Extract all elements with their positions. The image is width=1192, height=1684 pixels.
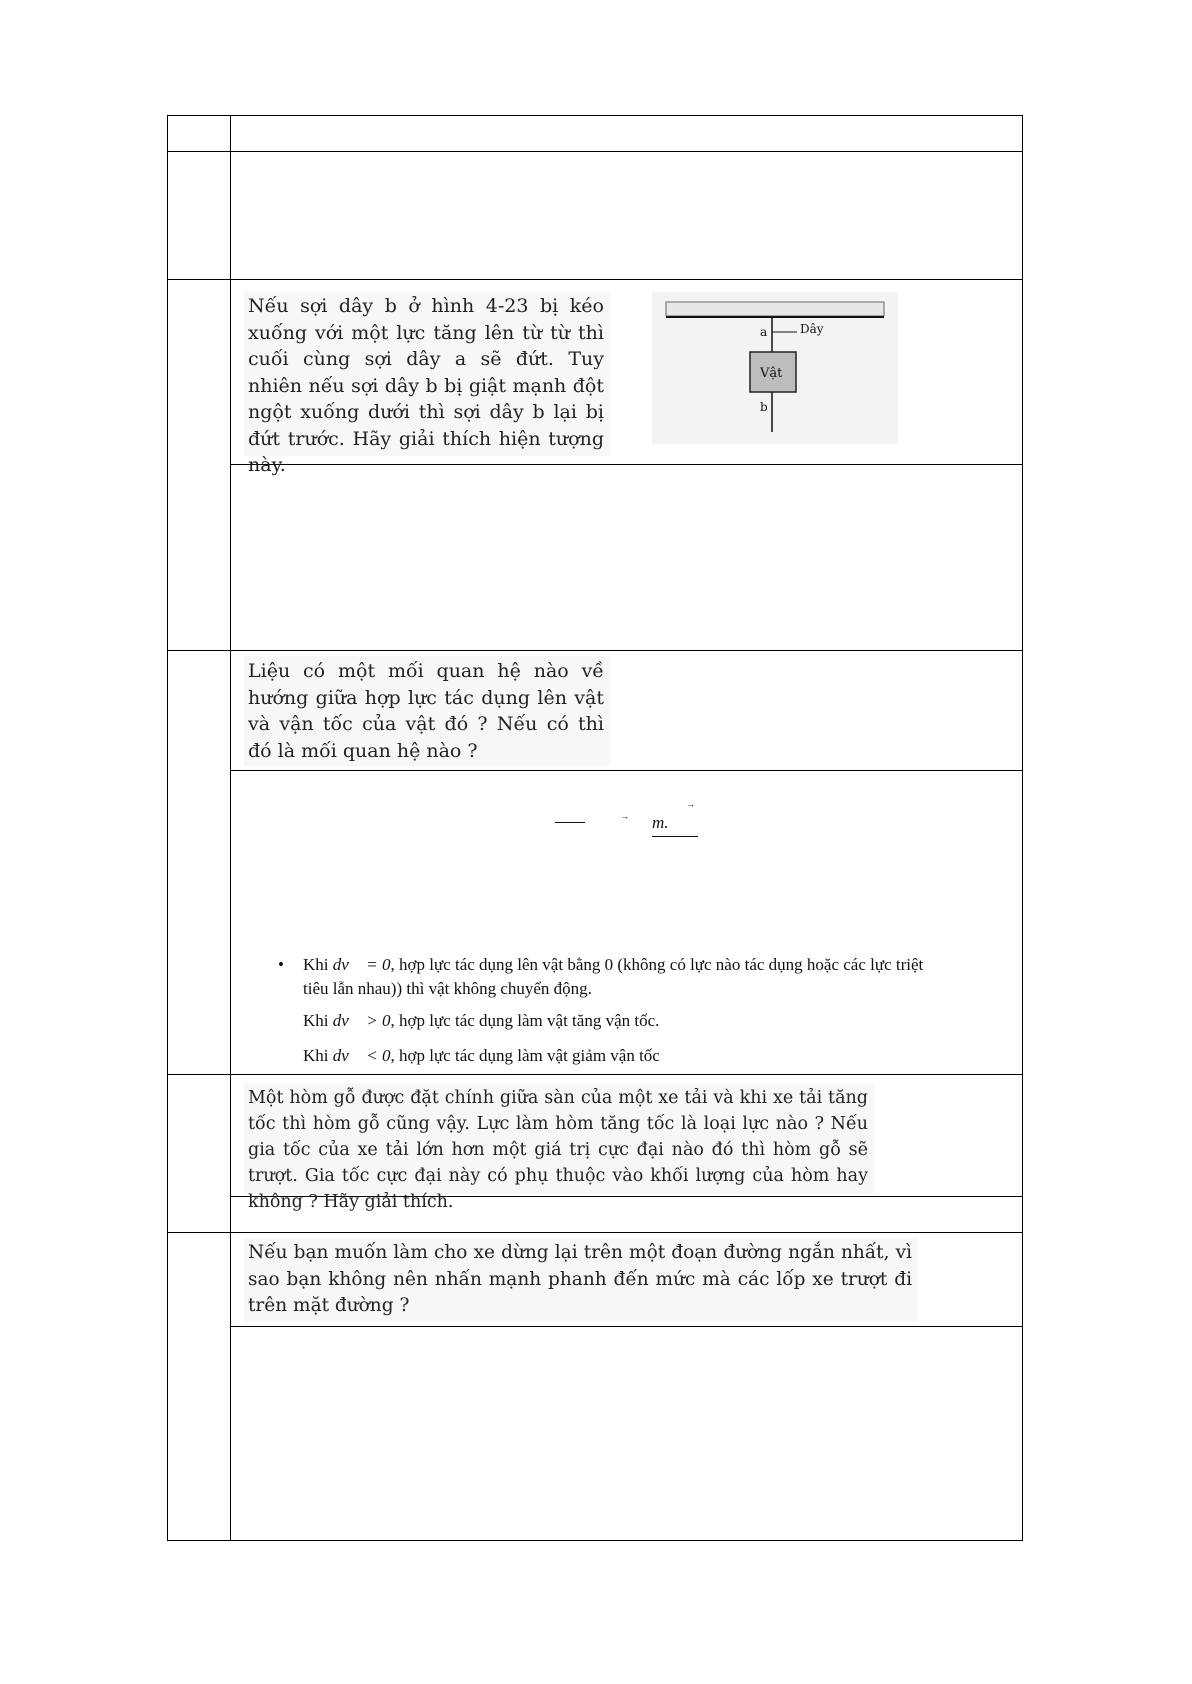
formula-m: m.: [652, 813, 669, 832]
answer-line-3: Khi dv⃗ < 0, hợp lực tác dụng làm vật giảm vận tốc: [303, 1046, 660, 1065]
row-divider: [230, 770, 1022, 771]
label-a: a: [760, 325, 768, 339]
question-2-text: Liệu có một mối quan hệ nào về hướng giữa hợp lực tác dụng lên vật và vận tốc của vật đó ? Nếu có thì đó là mối quan hệ nào ?: [248, 660, 604, 762]
answer-line-1-cont: tiêu lẫn nhau)) thì vật không chuyển động.: [303, 979, 592, 998]
formula-arrow: →: [620, 811, 629, 821]
question-1-text: Nếu sợi dây b ở hình 4-23 bị kéo xuống với một lực tăng lên từ từ thì cuối cùng sợi dây a sẽ đứt. Tuy nhiên nếu sợi dây b bị giật mạnh đột ngột xuống dưới thì sợi dây b lại bị đứt trước. Hãy giải thích hiện tượng này.: [248, 295, 604, 476]
row-divider: [230, 1326, 1022, 1327]
question-3-text: Một hòm gỗ được đặt chính giữa sàn của một xe tải và khi xe tải tăng tốc thì hòm gỗ cũng vậy. Lực làm hòm tăng tốc là loại lực nào ? Nếu gia tốc của xe tải lớn hơn một giá trị cực đại nào đó thì hòm gỗ sẽ trượt. Gia tốc cực đại này có phụ thuộc vào khối lượng của hòm hay không ? Hãy giải thích.: [248, 1088, 868, 1212]
rope-figure: [652, 292, 898, 444]
row-divider: [168, 650, 1022, 651]
row-divider: [168, 1232, 1022, 1233]
formula-fragment: [550, 799, 710, 843]
label-rope: Dây: [800, 322, 824, 336]
question-1-scan: [244, 291, 610, 476]
answer-line-2: Khi dv⃗ > 0, hợp lực tác dụng làm vật tăng vận tốc.: [303, 1011, 660, 1030]
row-divider: [168, 1074, 1022, 1075]
question-2-scan: [244, 656, 610, 766]
label-object: Vật: [760, 366, 783, 381]
question-4-text: Nếu bạn muốn làm cho xe dừng lại trên một đoạn đường ngắn nhất, vì sao bạn không nên nhấn mạnh phanh đến mức mà các lốp xe trượt đi trên mặt đường ?: [248, 1242, 912, 1316]
row-divider: [168, 151, 1022, 152]
bullet: •: [278, 955, 284, 974]
label-b: b: [760, 400, 768, 414]
math-dv-lt: dv⃗ < 0: [332, 1046, 391, 1065]
row-divider: [168, 279, 1022, 280]
formula-arrow-top: →: [686, 799, 695, 809]
question-4-scan: [244, 1238, 918, 1322]
ceiling-beam: [666, 302, 884, 316]
question-3-scan: [244, 1083, 874, 1212]
answer-line-1: Khi dv⃗ = 0, hợp lực tác dụng lên vật bằng 0 (không có lực nào tác dụng hoặc các lực triệt: [303, 955, 924, 974]
math-dv-eq: dv⃗ = 0: [332, 955, 391, 974]
math-dv-gt: dv⃗ > 0: [332, 1011, 391, 1030]
